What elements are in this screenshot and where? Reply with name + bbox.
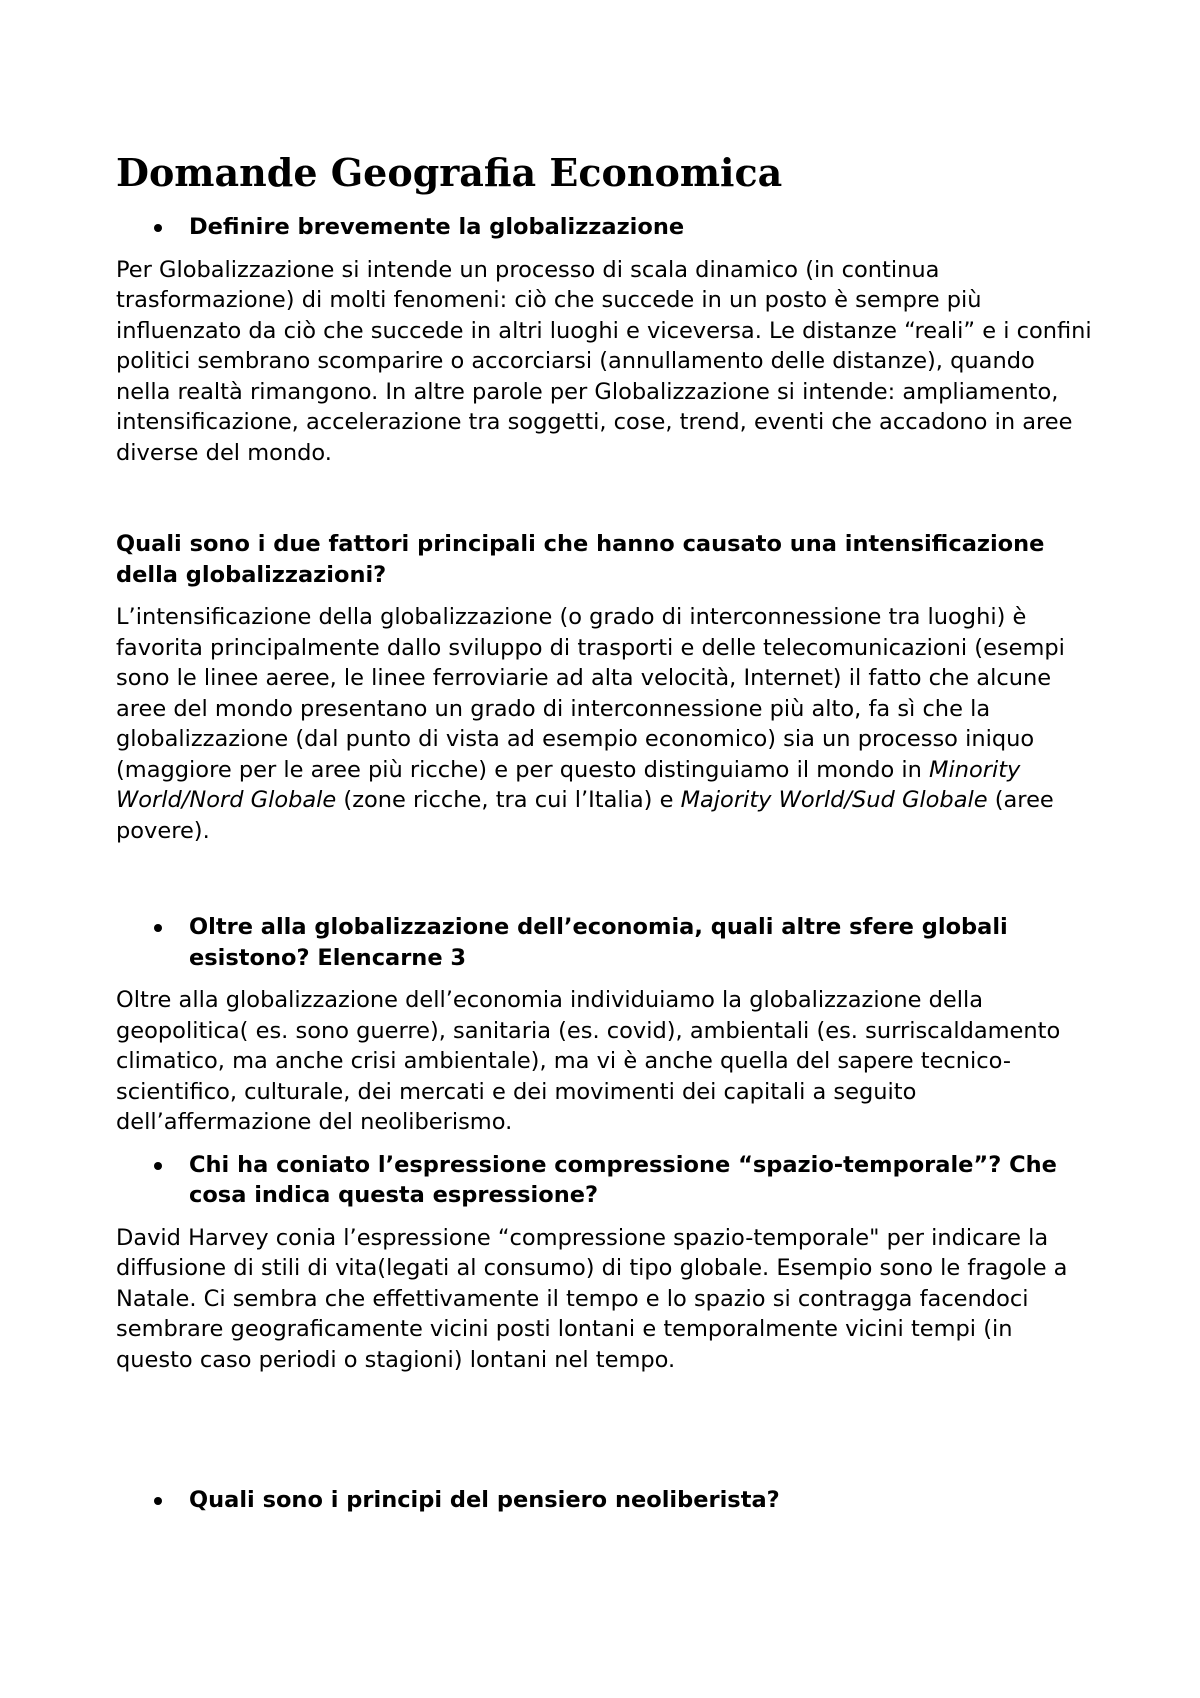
- bullet-icon: [154, 1497, 162, 1505]
- answer-2-part-3: (aree povere).: [116, 787, 1054, 844]
- answer-2-term-majority-world: Majority World/Sud Globale: [680, 787, 988, 813]
- question-1-text: Definire brevemente la globalizzazione: [189, 214, 685, 240]
- bullet-icon: [154, 224, 162, 232]
- answer-2-term-minority-world: Minority World/Nord Globale: [116, 756, 1021, 813]
- question-4: [116, 1150, 1096, 1211]
- bullet-icon: [154, 924, 162, 932]
- answer-3: Oltre alla globalizzazione dell’economia individuiamo la globalizzazione della geopolitica( es. sono guerre), sanitaria (es. covid), ambientali (es. surriscaldamento climatico, ma anche crisi ambientale), ma vi è anche quella del sapere tecnico-scientifico, culturale, dei mercati e dei movimenti dei capitali a seguito dell’affermazione del neoliberismo.: [116, 987, 1061, 1135]
- answer-2: [116, 602, 1096, 846]
- document-body: [116, 148, 1096, 1516]
- answer-2-part-1: L’intensificazione della globalizzazione (o grado di interconnessione tra luoghi) è favorita principalmente dallo sviluppo di trasporti e delle telecomunicazioni (esempi sono le linee aeree, le linee ferroviarie ad alta velocità, Internet) il fatto che alcune aree del mondo presentano un grado di interconnessione più alto, fa sì che la globalizzazione (dal punto di vista ad esempio economico) sia un processo iniquo (maggiore per le aree più ricche) e per questo distinguiamo il mondo in: [116, 604, 1065, 783]
- question-4-text: Chi ha coniato l’espressione compressione “spazio-temporale”? Che cosa indica questa espressione?: [189, 1151, 1057, 1208]
- answer-4: David Harvey conia l’espressione “compressione spazio-temporale" per indicare la diffusione di stili di vita(legati al consumo) di tipo globale. Esempio sono le fragole a Natale. Ci sembra che effettivamente il tempo e lo spazio si contragga facendoci sembrare geograficamente vicini posti lontani e temporalmente vicini tempi (in questo caso periodi o stagioni) lontani nel tempo.: [116, 1224, 1068, 1373]
- question-3: [116, 912, 1096, 973]
- question-5-text: Quali sono i principi del pensiero neoliberista?: [189, 1487, 780, 1513]
- question-1: [116, 212, 1096, 243]
- document-title: Domande Geografia Economica: [116, 150, 783, 195]
- answer-2-part-2: (zone ricche, tra cui l’Italia) e: [336, 787, 681, 813]
- answer-1: Per Globalizzazione si intende un processo di scala dinamico (in continua trasformazione) di molti fenomeni: ciò che succede in un posto è sempre più influenzato da ciò che succede in altri luoghi e viceversa. Le distanze “reali” e i confini politici sembrano scomparire o accorciarsi (annullamento delle distanze), quando nella realtà rimangono. In altre parole per Globalizzazione si intende: ampliamento, intensificazione, accelerazione tra soggetti, cose, trend, eventi che accadono in aree diverse del mondo.: [116, 256, 1092, 466]
- bullet-icon: [154, 1162, 162, 1170]
- question-2: Quali sono i due fattori principali che hanno causato una intensificazione della globalizzazioni?: [116, 531, 1045, 588]
- question-5: [116, 1485, 1096, 1516]
- question-3-text: Oltre alla globalizzazione dell’economia, quali altre sfere globali esistono? Elencarne 3: [189, 914, 1008, 971]
